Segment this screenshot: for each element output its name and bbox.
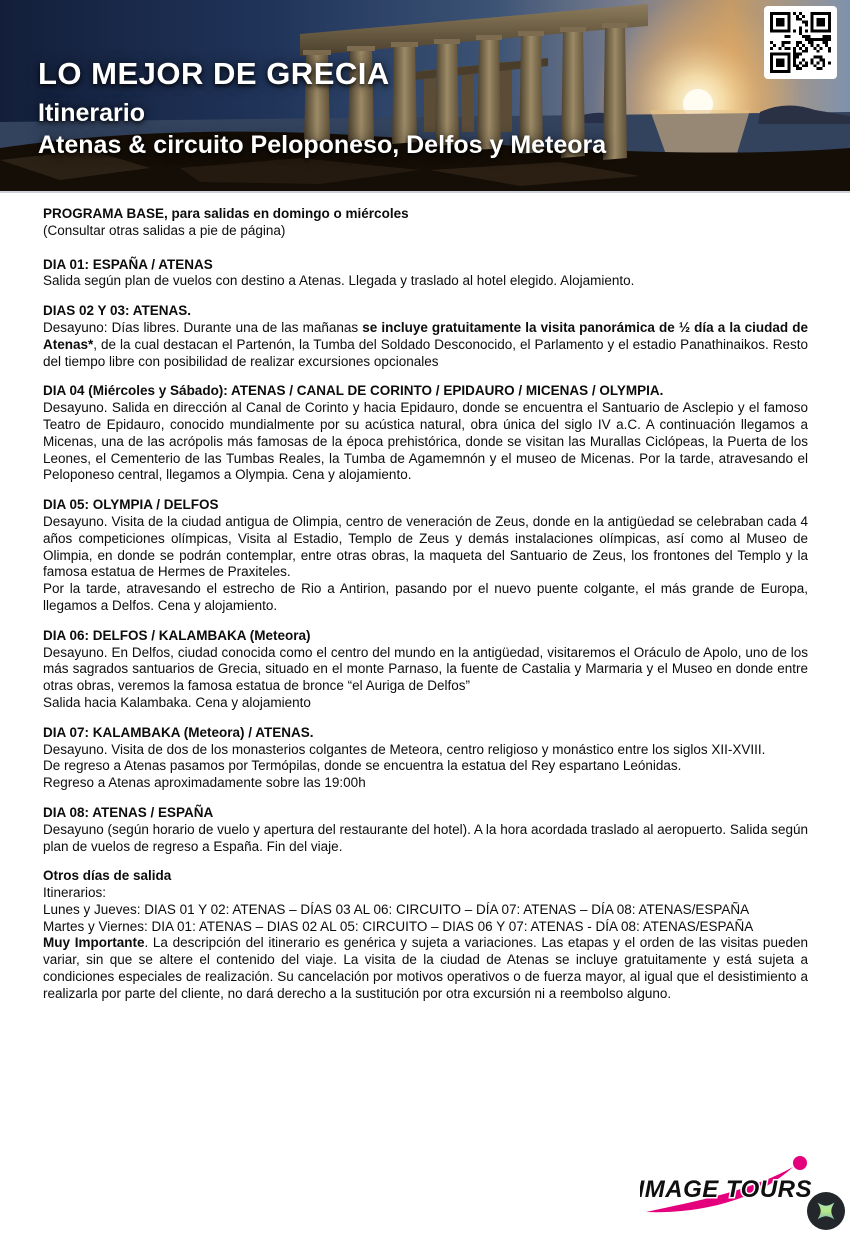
image-tours-logo <box>640 1150 830 1225</box>
temple-sunset-photo <box>0 0 850 191</box>
day-paragraphs <box>43 273 808 290</box>
day-paragraph: Desayuno. Visita de dos de los monasterios colgantes de Meteora, centro religioso y monástico entre los siglos XII-XVIII. <box>43 741 766 757</box>
day-paragraphs <box>43 320 808 370</box>
day-section <box>43 805 808 855</box>
day-paragraph: De regreso a Atenas pasamos por Termópilas, donde se encuentra la estatua del Rey espartano Leónidas. <box>43 758 682 774</box>
day-heading: DIA 06: DELFOS / KALAMBAKA (Meteora) <box>43 627 311 643</box>
program-base-note: (Consultar otras salidas a pie de página) <box>43 222 286 238</box>
day-paragraph: Salida hacia Kalambaka. Cena y alojamiento <box>43 694 311 710</box>
important-note: Muy Importante. La descripción del itinerario es genérica y sujeta a variaciones. Las etapas y el orden de las visitas pueden variar, sin que se altere el contenido del viaje. La visita de la ciudad de Atenas se incluye gratuitamente y está sujeta a condiciones especiales de realización. Su cancelación por motivos operativos o de fuerza mayor, al igual que el desistimiento a realizarla por parte del cliente, no dará derecho a la sustitución por otra excursión ni a reembolso alguno. <box>43 935 808 1001</box>
day-heading: DIA 07: KALAMBAKA (Meteora) / ATENAS. <box>43 724 314 740</box>
qr-code-icon <box>764 6 837 79</box>
page-subtitle-route: Atenas & circuito Peloponeso, Delfos y Meteora <box>38 131 607 159</box>
day-section <box>43 497 808 615</box>
day-paragraph: Desayuno. Visita de la ciudad antigua de Olimpia, centro de veneración de Zeus, donde en la antigüedad se celebraban cada 4 años competiciones olímpicas, Visita al Estadio, Templo de Zeus y demás instalaciones olímpicas, así como al Museo de Olimpia, en donde se podrán contemplar, entre otras obras, la maqueta del Santuario de Zeus, los frontones del Templo y la famosa estatua de Hermes de Praxiteles. <box>43 513 808 580</box>
page-title: LO MEJOR DE GRECIA <box>38 56 390 91</box>
day-heading: DIA 04 (Miércoles y Sábado): ATENAS / CANAL DE CORINTO / EPIDAURO / MICENAS / OLYMPIA. <box>43 383 664 399</box>
day-paragraph: Desayuno. En Delfos, ciudad conocida como el centro del mundo en la antigüedad, visitaremos el Oráculo de Apolo, uno de los más sagrados santuarios de Grecia, situado en el monte Parnaso, la fuente de Castalia y Marmaria y el Museo en donde entre otras obras, veremos la famosa estatua de bronce “el Auriga de Delfos” <box>43 644 808 694</box>
itinerary-sections <box>43 257 808 856</box>
departure-line: Lunes y Jueves: DIAS 01 Y 02: ATENAS – DÍAS 03 AL 06: CIRCUITO – DÍA 07: ATENAS – DÍA 08: ATENAS/ESPAÑA <box>43 901 750 917</box>
day-heading: DIA 05: OLYMPIA / DELFOS <box>43 497 219 513</box>
logo-dot <box>793 1156 807 1170</box>
day-paragraphs <box>43 645 808 712</box>
other-departures-heading: Otros días de salida <box>43 868 172 884</box>
day-section <box>43 383 808 484</box>
day-paragraph: Regreso a Atenas aproximadamente sobre las 19:00h <box>43 775 366 791</box>
day-heading: DIAS 02 Y 03: ATENAS. <box>43 303 192 319</box>
day-paragraph: Desayuno: Días libres. Durante una de las mañanas se incluye gratuitamente la visita panorámica de ½ día a la ciudad de Atenas*, de la cual destacan el Partenón, la Tumba del Soldado Desconocido, el Parlamento y el estadio Panathinaikos. Resto del tiempo libre con posibilidad de realizar excursiones opcionales <box>43 319 808 369</box>
page-subtitle-itinerario: Itinerario <box>38 99 145 127</box>
other-departures-block <box>43 868 808 935</box>
day-paragraphs <box>43 822 808 856</box>
sparkle-badge-icon[interactable] <box>806 1191 846 1231</box>
day-paragraph: Desayuno (según horario de vuelo y apertura del restaurante del hotel). A la hora acordada traslado al aeropuerto. Salida según plan de vuelos de regreso a España. Fin del viaje. <box>43 821 808 854</box>
logo-text: IMAGE TOURS <box>640 1176 812 1203</box>
day-heading: DIA 08: ATENAS / ESPAÑA <box>43 804 214 820</box>
day-section <box>43 257 808 291</box>
day-heading: DIA 01: ESPAÑA / ATENAS <box>43 256 213 272</box>
day-section <box>43 303 808 370</box>
program-base-block <box>43 206 808 240</box>
day-section <box>43 628 808 712</box>
departure-line: Itinerarios: <box>43 885 107 901</box>
header-banner <box>0 0 850 193</box>
day-paragraphs <box>43 400 808 484</box>
day-paragraph: Por la tarde, atravesando el estrecho de Rio a Antirion, pasando por el nuevo puente colgante, el más grande de Europa, llegamos a Delfos. Cena y alojamiento. <box>43 581 808 613</box>
itinerary-document <box>0 193 850 1003</box>
other-departures-lines <box>43 885 808 935</box>
day-section <box>43 725 808 792</box>
day-paragraph: Salida según plan de vuelos con destino a Atenas. Llegada y traslado al hotel elegido. Alojamiento. <box>43 273 635 289</box>
departure-line: Martes y Viernes: DIA 01: ATENAS – DIAS 02 AL 05: CIRCUITO – DIAS 06 Y 07: ATENAS - DÍA 08: ATENAS/ESPAÑA <box>43 918 754 934</box>
day-paragraph: Desayuno. Salida en dirección al Canal de Corinto y hacia Epidauro, donde se encuentra el Santuario de Asclepio y el famoso Teatro de Epidauro, conocido mundialmente por su acústica natural, obra única del siglo IV a.C. A continuación llegamos a Micenas, una de las acrópolis más famosas de la época prehistórica, donde se visitan las Murallas Ciclópeas, la Puerta de los Leones, el Cementerio de las Tumbas Reales, la Tumba de Agamemnón y el museo de Micenas. Por la tarde, atravesando el Peloponeso central, llegamos a Olympia. Cena y alojamiento. <box>43 400 808 483</box>
day-paragraphs <box>43 742 808 792</box>
program-base-heading: PROGRAMA BASE, para salidas en domingo o miércoles <box>43 206 409 221</box>
day-paragraphs <box>43 514 808 615</box>
